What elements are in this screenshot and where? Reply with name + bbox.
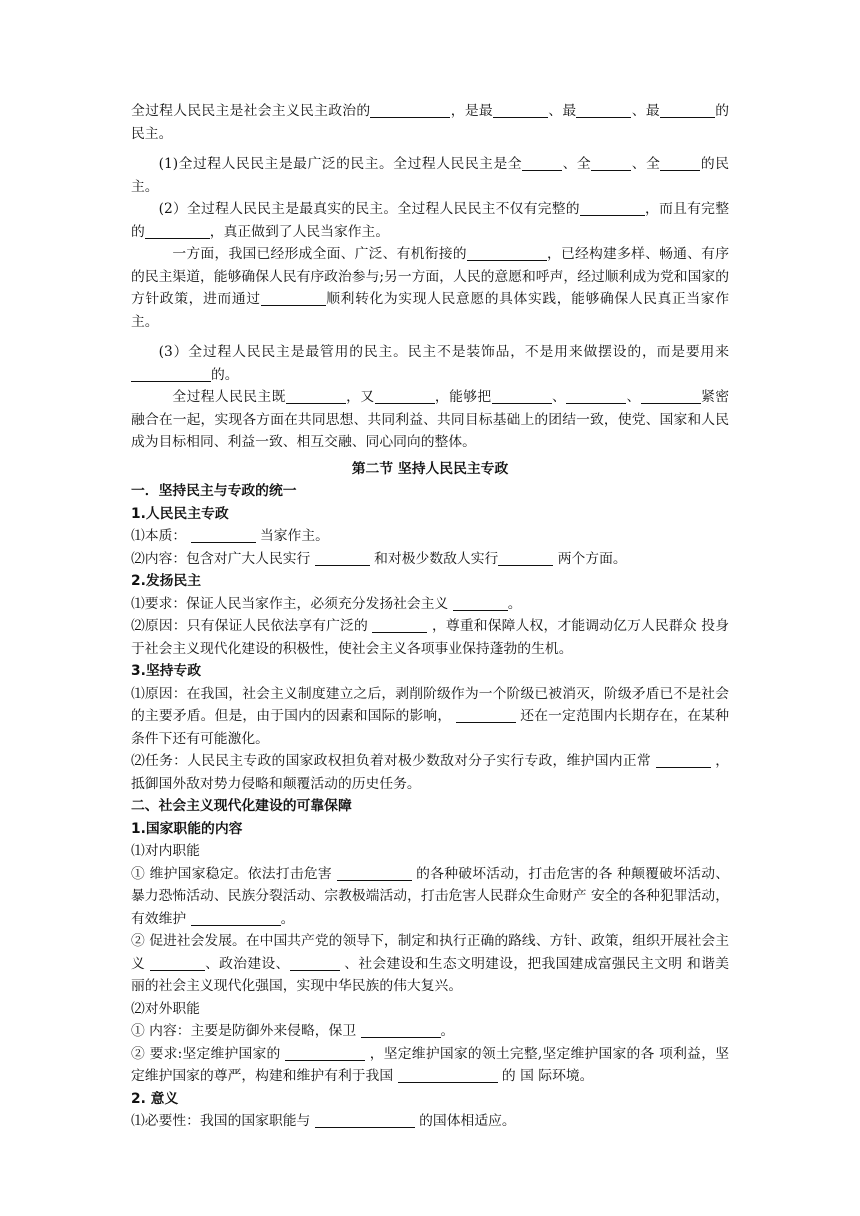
item-requirement: ⑴要求：保证人民当家作主，必须充分发扬社会主义 。 xyxy=(131,595,522,612)
answer-blank[interactable] xyxy=(398,1068,498,1083)
answer-blank[interactable] xyxy=(522,156,562,171)
answer-blank[interactable] xyxy=(191,528,256,543)
answer-blank[interactable] xyxy=(361,1023,441,1038)
item-development: ② 促进社会发展。在中国共产党的领导下，制定和执行正确的路线、方针、政策，组织开展社会主义 、政治建设、 、社会建设和生态文明建设，把我国建成富强民主文明 和谐美丽的社会主义现代化强国，实现中华民族的伟大复兴。 xyxy=(131,933,730,994)
paragraph-broadest: (1)全过程人民民主是最广泛的民主。全过程人民民主是全 、全 、全 的民主。 xyxy=(131,156,730,195)
answer-blank[interactable] xyxy=(580,201,645,216)
item-essence: ⑴本质： 当家作主。 xyxy=(131,528,329,544)
paragraph-integration: 全过程人民民主既 ，又 ，能够把 、 、 紧密融合在一起，实现各方面在共同思想、共同利益、共同目标基础上的团结一致，使党、国家和人民成为目标相同、利益一致、相互交融、同心同向的整体。 xyxy=(131,389,730,450)
answer-blank[interactable] xyxy=(456,708,516,723)
item-reason-dictatorship: ⑴原因：在我国，社会主义制度建立之后，剥削阶级作为一个阶级已被消灭，阶级矛盾已不是社会的主要矛盾。但是，由于国内的因素和国际的影响， 还在一定范围内长期存在，在某种条件下还有可能激化。 xyxy=(131,685,730,747)
item-necessity: ⑴必要性：我国的国家职能与 的国体相适应。 xyxy=(131,1113,516,1129)
answer-blank[interactable] xyxy=(375,389,435,404)
answer-blank[interactable] xyxy=(641,389,701,404)
answer-blank[interactable] xyxy=(285,1046,365,1061)
answer-blank[interactable] xyxy=(492,389,552,404)
answer-blank[interactable] xyxy=(131,367,211,382)
answer-blank[interactable] xyxy=(315,551,370,566)
answer-blank[interactable] xyxy=(286,389,346,404)
subheading-dictatorship: 1.人民民主专政 xyxy=(131,505,229,522)
paragraph-most-useful: (3）全过程人民民主是最管用的民主。民主不是装饰品，不是用来做摆设的，而是要用来的。 xyxy=(131,341,729,386)
subheading-democracy: 2.发扬民主 xyxy=(131,573,202,589)
answer-blank[interactable] xyxy=(576,103,631,118)
answer-blank[interactable] xyxy=(566,389,626,404)
paragraph-intro: 全过程人民民主是社会主义民主政治的 ，是最 、最 、最 的民主。 xyxy=(131,103,730,142)
item-external-content: ① 内容：主要是防御外来侵略，保卫 。 xyxy=(131,1023,455,1039)
answer-blank[interactable] xyxy=(660,103,715,118)
answer-blank[interactable] xyxy=(660,156,700,171)
answer-blank[interactable] xyxy=(150,956,205,971)
subheading-dictatorship-upholding: 3.坚持专政 xyxy=(131,663,202,679)
answer-blank[interactable] xyxy=(261,291,326,306)
item-stability: ① 维护国家稳定。依法打击危害 的各种破坏活动，打击危害的各 种颠覆破坏活动、暴力恐怖活动、民族分裂活动、宗教极端活动，打击危害人民群众生命财产 安全的各种犯罪活动，有效维护 。 xyxy=(131,865,730,927)
item-internal: ⑴对内职能 xyxy=(131,843,200,859)
answer-blank[interactable] xyxy=(145,224,210,239)
answer-blank[interactable] xyxy=(498,551,553,566)
document-body xyxy=(131,100,729,1133)
answer-blank[interactable] xyxy=(315,1113,415,1128)
answer-blank[interactable] xyxy=(467,246,547,261)
item-content: ⑵内容：包含对广大人民实行 和对极少数敌人实行 两个方面。 xyxy=(131,550,627,567)
heading-guarantee: 二、社会主义现代化建设的可靠保障 xyxy=(131,798,352,814)
answer-blank[interactable] xyxy=(372,618,427,633)
answer-blank[interactable] xyxy=(370,103,450,118)
paragraph-truest: (2）全过程人民民主是最真实的民主。全过程人民民主不仅有完整的 ，而且有完整的 ，真正做到了人民当家作主。 xyxy=(131,201,729,240)
paragraph-institutions: 一方面，我国已经形成全面、广泛、有机衔接的 ，已经构建多样、畅通、有序的民主渠道，能够确保人民有序政治参与;另一方面，人民的意愿和呼声，经过顺利成为党和国家的方针政策，进而通过 顺利转化为实现人民意愿的具体实践，能够确保人民真正当家作主。 xyxy=(131,246,730,330)
subheading-functions: 1.国家职能的内容 xyxy=(131,820,243,837)
answer-blank[interactable] xyxy=(453,596,508,611)
answer-blank[interactable] xyxy=(337,866,412,881)
answer-blank[interactable] xyxy=(656,753,711,768)
heading-unity: 一．坚持民主与专政的统一 xyxy=(131,483,297,499)
answer-blank[interactable] xyxy=(191,911,281,926)
item-external: ⑵对外职能 xyxy=(131,1000,200,1017)
answer-blank[interactable] xyxy=(290,956,340,971)
answer-blank[interactable] xyxy=(493,103,548,118)
item-task: ⑵任务：人民民主专政的国家政权担负着对极少数敌对分子实行专政，维护国内正常 ，抵御国外敌对势力侵略和颠覆活动的历史任务。 xyxy=(131,753,729,792)
subheading-significance: 2. 意义 xyxy=(131,1090,179,1107)
item-reason: ⑵原因：只有保证人民依法享有广泛的 ，尊重和保障人权，才能调动亿万人民群众 投身于社会主义现代化建设的积极性，使社会主义各项事业保持蓬勃的生机。 xyxy=(131,618,729,657)
answer-blank[interactable] xyxy=(591,156,631,171)
section-title: 第二节 坚持人民民主专政 xyxy=(351,460,509,477)
item-external-requirement: ② 要求:坚定维护国家的 ，坚定维护国家的领土完整,坚定维护国家的各 项利益，坚定维护国家的尊严，构建和维护有利于我国 的 国 际环境。 xyxy=(131,1045,729,1084)
